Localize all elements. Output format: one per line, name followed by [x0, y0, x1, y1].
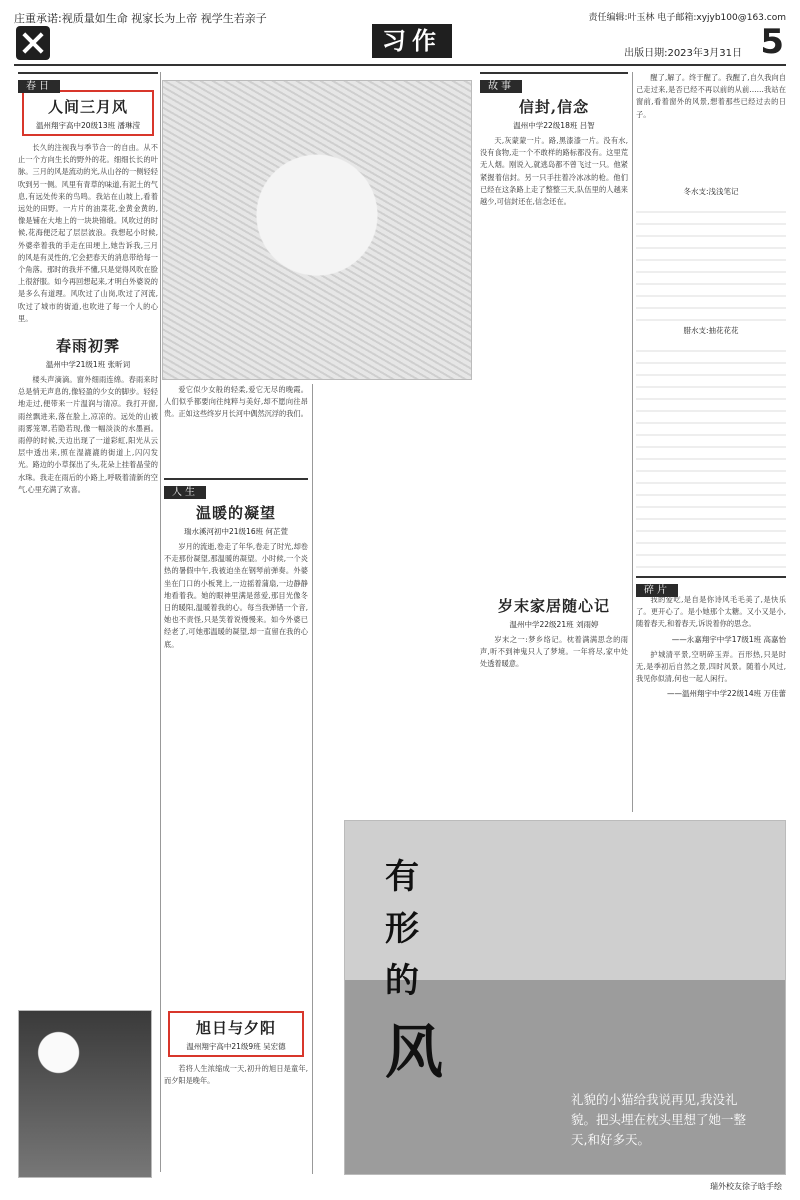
fragment-2: 护城清平景,空明碎玉弄。百形热,只是时无,是季初后自然之景,四时风景。随着小风过,我见你似清,何也一起人闲行。: [636, 649, 786, 684]
fragment-1: 我的爱吃,是自是你诗风毛毛美了,是快乐了。更开心了。是小她那个太糖。又小又是小,随着春天,和着春天,诉说着你的思念。: [636, 595, 786, 629]
article-byline: 温州翔宇高中20级13班 潘琳滢: [36, 121, 140, 130]
page-number: 5: [760, 22, 784, 62]
col3-article-body: 天,灰蒙蒙一片。路,黑漆漆一片。没有水,没有食物,走一个不敢样的路标都没有。这里荒无人烟。刚说入,就逃岛都不曾飞过一只。他紧紧握着信封。另一只手拄着冷冰冰的枪。他们已经在这条路上走了整整三天,队伍里的人越来越少,可信封还在,信念还在。: [480, 136, 628, 207]
section-title: 习作: [372, 24, 452, 58]
col2-title-block: [164, 502, 308, 537]
col4-filler-text: [636, 201, 786, 321]
col2-article-title: 温暖的凝望: [195, 504, 276, 522]
col4-filler-text-2: [636, 340, 786, 570]
illustration-credit: 瑞外校友徐子晗手绘: [710, 1182, 782, 1191]
fragment-1-author: ——永嘉翔宇中学17级1班 高嘉怡: [671, 634, 786, 644]
col2-upper-text: 爱它似少女般的轻柔,爱它无尽的晚霞。人们似乎都要向往纯粹与美好,却不愿向往昂贵。正如这些终岁月长河中偶然沉浮的我们。: [164, 385, 308, 419]
kite-caption: 礼貌的小猫给我说再见,我没礼貌。把头埋在枕头里想了她一整天,和好多天。: [571, 1092, 747, 1147]
column-1: [18, 72, 158, 1002]
col4-sub2: 腊水支:抽花花花: [683, 326, 739, 335]
col3-article-byline: 温州中学22级18班 吕智: [513, 121, 595, 130]
article2-byline: 温州中学21级1班 张昕词: [45, 360, 131, 370]
masthead: [14, 24, 786, 66]
section-tag-fragments: 碎片: [636, 584, 678, 597]
column-3: [480, 72, 628, 812]
col3-title-block: [480, 96, 628, 131]
article-body: 长久的注视我与季节合一的自由。从不止一个方向生长的野外的花。细细长长的叶脉。三月的风是流动的光,从山谷的一侧轻轻吹到另一侧。风里有青草的味道,有泥土的气息,有远处传来的鸟鸣。我站在山坡上,看着远处的田野。一片片的油菜花,金黄金黄的,像是铺在大地上的一块块锦缎。风吹过的时候,花海便泛起了层层波浪。我想起小时候,外婆牵着我的手走在田埂上,她告诉我,三月的风是有灵性的,它会把春天的消息带给每一个角落。那时的我并不懂,只是觉得风吹在脸上很舒服。如今再回想起来,才明白外婆说的是多么有道理。风吹过了山岗,吹过了河流,吹过了城市的街道,也吹进了每一个人的心里。: [18, 143, 158, 323]
col4-text: 醒了,解了。终于醒了。我醒了,自久我向自己走过来,是否已经不再以前的从前……我站在窗前,看着窗外的风景,想着那些已经过去的日子。: [636, 73, 786, 119]
kite-title: [385, 851, 444, 1087]
section-tag-life: 人生: [164, 486, 206, 499]
slogan: 庄重承诺:视质量如生命 视家长为上帝 视学生若亲子: [14, 12, 267, 25]
kite-illustration: [344, 820, 786, 1175]
tag-bar: [480, 72, 628, 92]
newspaper-logo-icon: [16, 26, 50, 60]
article-title-box: [22, 90, 154, 136]
night-illustration: [18, 1010, 152, 1178]
col2-article-body: 岁月的流逝,卷走了年华,卷走了时光,却卷不走那份凝望,那温暖的凝望。小时候,一个炎热的暑假中午,我被迫坐在钢琴前弹奏。外婆坐在门口的小板凳上,一边摇着蒲扇,一边静静地看着我。她的眼神里满是慈爱,那目光像冬日的暖阳,温暖着我的心。每当我弹错一个音,她也不责怪,只是笑着说慢慢来。如今外婆已经老了,可她那温暖的凝望,却一直留在我的心底。: [164, 542, 308, 649]
kite-title-small: 有形的: [385, 857, 419, 1001]
col2-article2-body: 若将人生浓缩成一天,初升的旭日是童年,而夕阳是晚年。: [164, 1064, 308, 1086]
column-2: [164, 478, 308, 1178]
col2-article2-title-box: [168, 1011, 304, 1057]
kite-title-big: 风: [385, 1018, 444, 1086]
girl-illustration: [162, 80, 472, 380]
column-divider: [632, 72, 633, 812]
column-4: [636, 72, 786, 812]
column-2-upper: [164, 384, 308, 474]
column-divider: [312, 384, 313, 1174]
tag-bar: [18, 72, 158, 92]
col3-article2-body: 岁末之一:梦乡络记。枕着满满思念的雨声,听不到神鬼只人了梦境。一年将尽,家中处处透着暖意。: [480, 635, 628, 669]
col3-article2-byline: 温州中学22级21班 刘雨婷: [509, 620, 599, 629]
article2-body: 楼头声滴滴。窗外细雨连绵。春雨来时总是悄无声息的,像轻盈的少女的脚步。轻轻地走过,便带来一片温润与清凉。我打开窗,雨丝飘进来,落在脸上,凉凉的。远处的山被雨雾笼罩,若隐若现,像一幅淡淡的水墨画。雨停的时候,天边出现了一道彩虹,阳光从云层中透出来,照在湿漉漉的街道上,闪闪发光。路边的小草探出了头,花朵上挂着晶莹的水珠。我走在雨后的小路上,呼吸着清新的空气,心里充满了欢喜。: [18, 375, 158, 494]
section-tag-story: 故事: [480, 80, 522, 93]
col3-article-title: 信封,信念: [518, 98, 590, 116]
tag-bar: [636, 576, 786, 596]
col2-article2-byline: 温州翔宇高中21级9班 吴宏德: [186, 1042, 286, 1051]
section-tag-spring: 春日: [18, 80, 60, 93]
col2-article2-title: 旭日与夕阳: [195, 1019, 276, 1037]
tag-bar: [164, 478, 308, 498]
column-divider: [160, 72, 161, 1172]
col2-article-byline: 瑞水溪河初中21级16班 何芷萱: [184, 527, 288, 536]
col3-article2-title: 岁末家居随心记: [497, 597, 610, 615]
editor-contact: 责任编辑:叶玉林 电子邮箱:xyjyb100@163.com: [588, 13, 786, 23]
article2-title-block: [18, 335, 158, 370]
col3-article2-title-block: [480, 595, 628, 630]
fragment-2-author: ——温州翔宇中学22级14班 万佳蕾: [667, 689, 786, 699]
article2-title: 春雨初霁: [55, 337, 120, 356]
col4-sub1: 冬水支:浅浅笔记: [683, 187, 739, 196]
article-title: 人间三月风: [47, 98, 128, 116]
issue-date: 出版日期:2023年3月31日: [624, 48, 742, 59]
